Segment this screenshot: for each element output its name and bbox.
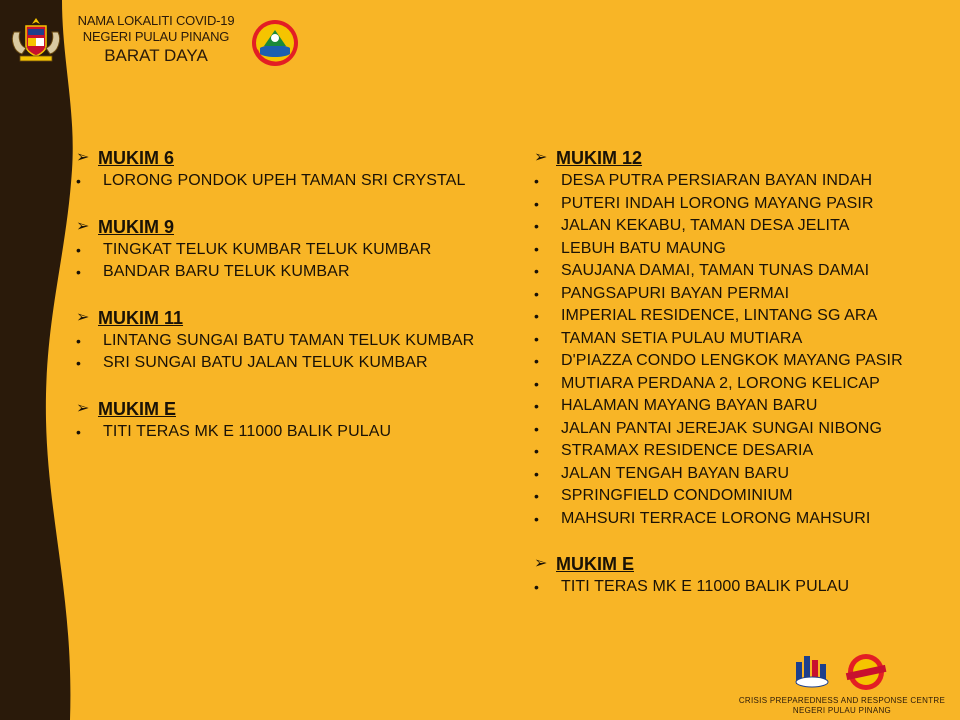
list-item-text: HALAMAN MAYANG BAYAN BARU — [561, 397, 818, 415]
arrow-bullet-icon: ➢ — [76, 399, 90, 417]
bullet-icon: • — [76, 423, 81, 440]
list-item — [534, 260, 903, 283]
bullet-icon: • — [534, 195, 539, 212]
bullet-icon: • — [534, 579, 539, 596]
header-line-3: BARAT DAYA — [104, 46, 208, 65]
section-title: MUKIM E — [98, 398, 176, 419]
section-title: MUKIM 12 — [556, 148, 643, 168]
list-item — [76, 170, 474, 193]
bullet-icon: • — [534, 285, 539, 302]
list-item-text: LORONG PONDOK UPEH TAMAN SRI CRYSTAL — [103, 172, 466, 190]
list-item — [534, 508, 903, 531]
bullet-icon: • — [534, 330, 539, 347]
footer-line-1: CRISIS PREPAREDNESS AND RESPONSE CENTRE — [738, 696, 946, 705]
list-item — [534, 485, 903, 508]
section-mukim-11 — [76, 306, 474, 375]
spacer — [534, 530, 903, 552]
arrow-bullet-icon: ➢ — [534, 555, 548, 572]
arrow-bullet-icon: ➢ — [534, 149, 548, 166]
list-item-text: LEBUH BATU MAUNG — [561, 239, 726, 257]
bullet-icon: • — [534, 240, 539, 257]
section-mukim-6 — [76, 146, 474, 193]
arrow-bullet-icon: ➢ — [76, 217, 90, 235]
bullet-icon: • — [76, 355, 81, 372]
bullet-icon: • — [534, 218, 539, 235]
section-title: MUKIM 11 — [98, 307, 184, 328]
spacer — [76, 375, 474, 397]
bullet-icon: • — [534, 308, 539, 325]
list-item — [76, 261, 474, 284]
footer — [732, 652, 952, 716]
list-item — [534, 418, 903, 441]
spacer — [76, 284, 474, 306]
header-line-2: NEGERI PULAU PINANG — [82, 29, 230, 44]
section-mukim-e-right — [534, 552, 903, 599]
list-item — [534, 215, 903, 238]
footer-line-2: NEGERI PULAU PINANG — [792, 706, 892, 715]
bullet-icon: • — [76, 264, 81, 281]
bullet-icon: • — [534, 398, 539, 415]
list-item-text: PUTERI INDAH LORONG MAYANG PASIR — [561, 194, 874, 212]
list-item-text: TINGKAT TELUK KUMBAR TELUK KUMBAR — [103, 240, 432, 258]
list-item — [76, 352, 474, 375]
spacer — [76, 193, 474, 215]
list-item-text: TAMAN SETIA PULAU MUTIARA — [561, 329, 803, 347]
section-heading — [76, 306, 474, 330]
list-item-text: SPRINGFIELD CONDOMINIUM — [561, 487, 793, 505]
list-item-text: SAUJANA DAMAI, TAMAN TUNAS DAMAI — [561, 262, 870, 280]
list-item-text: BANDAR BARU TELUK KUMBAR — [103, 263, 350, 281]
list-item — [534, 576, 903, 599]
section-heading — [76, 215, 474, 239]
bullet-icon: • — [534, 420, 539, 437]
list-item-text: JALAN TENGAH BAYAN BARU — [561, 464, 790, 482]
list-item-text: LINTANG SUNGAI BATU TAMAN TELUK KUMBAR — [103, 331, 475, 349]
bullet-icon: • — [534, 353, 539, 370]
list-item-text: DESA PUTRA PERSIARAN BAYAN INDAH — [561, 172, 873, 190]
list-item — [534, 305, 903, 328]
section-title: MUKIM 6 — [98, 148, 174, 168]
right-column — [534, 146, 903, 599]
list-item — [76, 421, 474, 444]
section-heading — [534, 146, 903, 170]
list-item-text: IMPERIAL RESIDENCE, LINTANG SG ARA — [561, 307, 878, 325]
header-line-1: NAMA LOKALITI COVID-19 — [77, 13, 235, 28]
cprc-logos-icon — [792, 652, 892, 692]
section-heading — [76, 146, 474, 170]
section-mukim-12 — [534, 146, 903, 530]
section-mukim-e-left — [76, 397, 474, 444]
bullet-icon: • — [76, 173, 81, 190]
list-item — [534, 440, 903, 463]
bullet-icon: • — [534, 263, 539, 280]
bullet-icon: • — [534, 173, 539, 190]
list-item — [534, 193, 903, 216]
list-item-text: PANGSAPURI BAYAN PERMAI — [561, 284, 790, 302]
arrow-bullet-icon: ➢ — [76, 308, 90, 326]
list-item-text: MUTIARA PERDANA 2, LORONG KELICAP — [561, 374, 880, 392]
list-item — [534, 170, 903, 193]
header-title — [60, 13, 252, 66]
list-item — [534, 283, 903, 306]
list-item — [534, 328, 903, 351]
bullet-icon: • — [534, 465, 539, 482]
list-item — [534, 350, 903, 373]
list-item-text: TITI TERAS MK E 11000 BALIK PULAU — [103, 422, 392, 440]
left-column — [76, 146, 474, 443]
arrow-bullet-icon: ➢ — [76, 149, 90, 166]
malaysia-coat-of-arms-icon — [6, 14, 66, 64]
list-item — [534, 463, 903, 486]
list-item — [534, 373, 903, 396]
bullet-icon: • — [76, 241, 81, 258]
district-office-logo-icon — [250, 18, 300, 68]
list-item-text: JALAN PANTAI JEREJAK SUNGAI NIBONG — [561, 419, 883, 437]
list-item — [534, 238, 903, 261]
bullet-icon: • — [534, 488, 539, 505]
section-title: MUKIM 9 — [98, 216, 174, 237]
list-item-text: STRAMAX RESIDENCE DESARIA — [561, 442, 814, 460]
bullet-icon: • — [76, 332, 81, 349]
bullet-icon: • — [534, 510, 539, 527]
list-item — [534, 395, 903, 418]
list-item — [76, 239, 474, 262]
list-item-text: D'PIAZZA CONDO LENGKOK MAYANG PASIR — [561, 352, 903, 370]
section-mukim-9 — [76, 215, 474, 284]
section-heading — [76, 397, 474, 421]
list-item-text: SRI SUNGAI BATU JALAN TELUK KUMBAR — [103, 354, 428, 372]
section-heading — [534, 552, 903, 576]
list-item-text: MAHSURI TERRACE LORONG MAHSURI — [561, 509, 871, 527]
header — [0, 0, 320, 80]
bullet-icon: • — [534, 375, 539, 392]
list-item-text: JALAN KEKABU, TAMAN DESA JELITA — [561, 217, 850, 235]
section-title: MUKIM E — [556, 554, 634, 574]
list-item-text: TITI TERAS MK E 11000 BALIK PULAU — [561, 578, 850, 596]
footer-text — [732, 696, 952, 716]
bullet-icon: • — [534, 443, 539, 460]
list-item — [76, 330, 474, 353]
